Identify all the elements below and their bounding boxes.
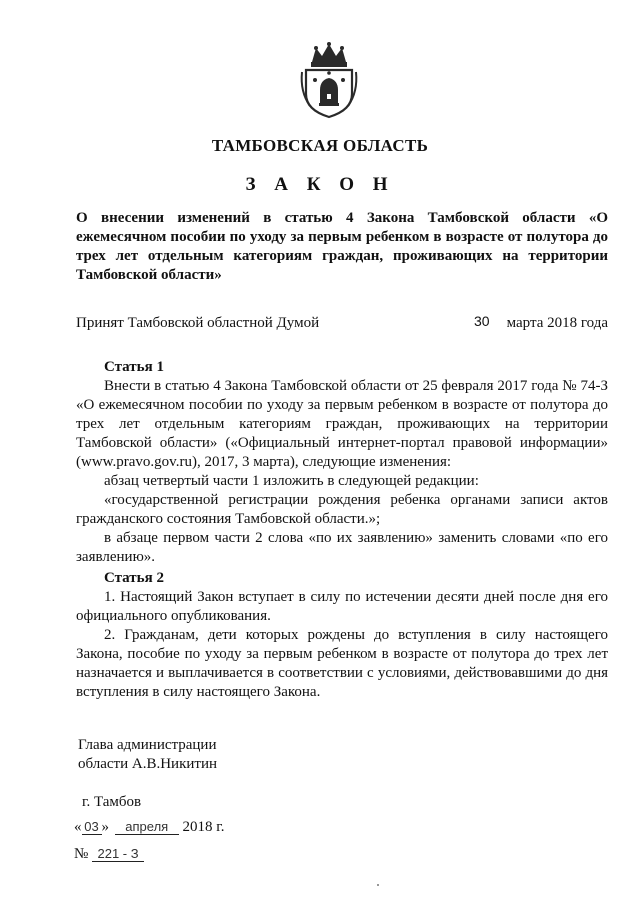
close-quote: » xyxy=(101,819,109,835)
signature-name: области А.В.Никитин xyxy=(78,756,218,772)
region-title: ТАМБОВСКАЯ ОБЛАСТЬ xyxy=(211,136,429,155)
signature-title: Глава администрации xyxy=(78,737,217,753)
article-2-heading: Статья 2 xyxy=(104,570,164,586)
article-1-paragraph: Внести в статью 4 Закона Тамбовской области от 25 февраля 2017 года № 74-З «О ежемесячном пособии по уходу за первым ребенком в возрасте от полутора до трех лет отдельным категориям граждан, проживающих на территории Тамбовской области» («Официальный интернет-портал правовой информации» (www.pravo.gov.ru), 2017, 3 марта), следующие изменения: xyxy=(76,378,608,470)
article-1-paragraph: «государственной регистрации рождения ребенка органами записи актов гражданского состояния Тамбовской области.»; xyxy=(76,492,608,527)
number-sign: № xyxy=(74,846,89,862)
adoption-day: 30 xyxy=(474,313,490,329)
signature-block xyxy=(78,736,217,774)
law-number-value: 221 - З xyxy=(92,846,144,862)
scan-speck xyxy=(377,884,379,886)
law-number xyxy=(74,846,274,866)
adoption-text: Принят Тамбовской областной Думой xyxy=(76,315,320,331)
article-1-heading: Статья 1 xyxy=(104,359,164,375)
law-title: З А К О Н xyxy=(245,174,395,195)
open-quote: « xyxy=(74,819,82,835)
article-1 xyxy=(76,358,608,567)
place: г. Тамбов xyxy=(82,794,142,810)
article-1-paragraph: абзац четвертый части 1 изложить в следующей редакции: xyxy=(104,473,479,489)
law-subject: О внесении изменений в статью 4 Закона Тамбовской области «О ежемесячном пособии по уходу за первым ребенком в возрасте от полутора до трех лет отдельным категориям граждан, проживающих на территории Тамбовской области» xyxy=(76,210,608,283)
adoption-line xyxy=(76,315,608,335)
signing-day: 03 xyxy=(82,819,102,835)
signing-year: 2018 г. xyxy=(182,819,225,835)
adoption-date: марта 2018 года xyxy=(506,315,608,331)
article-2-paragraph: 1. Настоящий Закон вступает в силу по истечении десяти дней после дня его официального опубликования. xyxy=(76,589,608,624)
article-1-paragraph: в абзаце первом части 2 слова «по их заявлению» заменить словами «по его заявлению». xyxy=(76,530,608,565)
article-2 xyxy=(76,569,608,702)
coat-of-arms-icon xyxy=(298,40,360,120)
signing-month: апреля xyxy=(115,819,179,835)
signing-date xyxy=(74,819,274,839)
article-2-paragraph: 2. Гражданам, дети которых рождены до вступления в силу настоящего Закона, пособие по уходу за первым ребенком в возрасте от полутора до трех лет назначается и выплачивается в соответствии с условиями, действовавшими до дня вступления в силу настоящего Закона. xyxy=(76,627,608,700)
